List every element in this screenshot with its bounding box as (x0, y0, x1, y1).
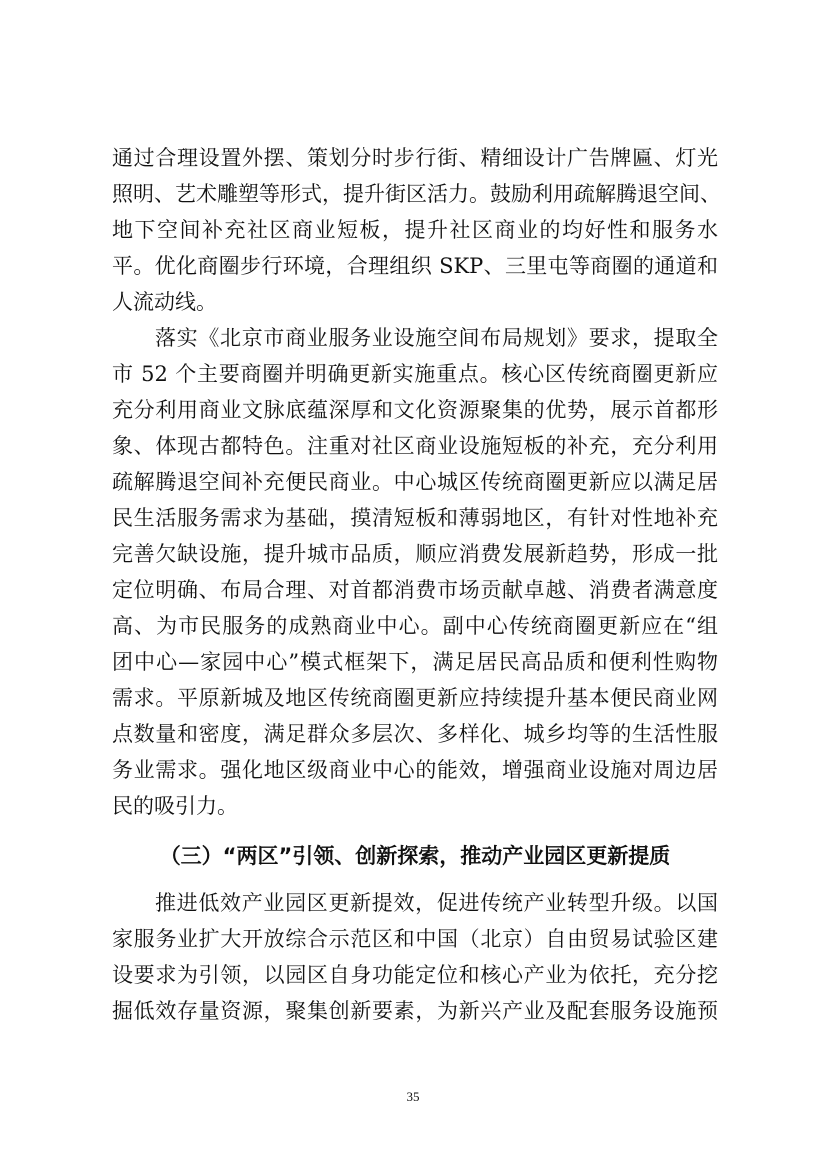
text-line: 家服务业扩大开放综合示范区和中国（北京）自由贸易试验区建 (112, 927, 718, 951)
text-line: 务业需求。强化地区级商业中心的能效，增强商业设施对周边居 (112, 758, 718, 782)
text-line: 照明、艺术雕塑等形式，提升街区活力。鼓励利用疏解腾退空间、 (112, 182, 721, 206)
text-line: 需求。平原新城及地区传统商圈更新应持续提升基本便民商业网 (112, 686, 718, 710)
text-line: 高、为市民服务的成熟商业中心。副中心传统商圈更新应在“组 (112, 614, 718, 638)
paragraph-2 (112, 320, 718, 824)
text-line: 象、体现古都特色。注重对社区商业设施短板的补充，充分利用 (112, 434, 718, 458)
text-line: 通过合理设置外摆、策划分时步行街、精细设计广告牌匾、灯光 (112, 146, 718, 170)
text-line: 民生活服务需求为基础，摸清短板和薄弱地区，有针对性地补充 (112, 506, 718, 530)
text-line: 落实《北京市商业服务业设施空间布局规划》要求，提取全 (155, 326, 718, 350)
text-line: 市 52 个主要商圈并明确更新实施重点。核心区传统商圈更新应 (112, 362, 718, 386)
section-heading: （三）“两区”引领、创新探索，推动产业园区更新提质 (159, 844, 671, 868)
text-line: 设要求为引领，以园区自身功能定位和核心产业为依托，充分挖 (112, 963, 718, 987)
text-line: 民的吸引力。 (112, 794, 238, 818)
text-line: 地下空间补充社区商业短板，提升社区商业的均好性和服务水 (112, 218, 718, 242)
text-line: 充分利用商业文脉底蕴深厚和文化资源聚集的优势，展示首都形 (112, 398, 718, 422)
paragraph-3 (112, 885, 718, 1029)
text-line: 推进低效产业园区更新提效，促进传统产业转型升级。以国 (155, 891, 718, 915)
text-line: 人流动线。 (112, 290, 217, 314)
text-line: 掘低效存量资源，聚集创新要素，为新兴产业及配套服务设施预 (112, 999, 718, 1023)
page-number: 35 (406, 1089, 420, 1104)
text-line: 完善欠缺设施，提升城市品质，顺应消费发展新趋势，形成一批 (112, 542, 718, 566)
text-line: 疏解腾退空间补充便民商业。中心城区传统商圈更新应以满足居 (112, 470, 718, 494)
paragraph-1 (112, 140, 721, 320)
text-line: 团中心—家园中心”模式框架下，满足居民高品质和便利性购物 (112, 650, 718, 674)
text-line: 平。优化商圈步行环境，合理组织 SKP、三里屯等商圈的通道和 (112, 254, 718, 278)
text-line: 定位明确、布局合理、对首都消费市场贡献卓越、消费者满意度 (112, 578, 718, 602)
text-line: 点数量和密度，满足群众多层次、多样化、城乡均等的生活性服 (112, 722, 718, 746)
